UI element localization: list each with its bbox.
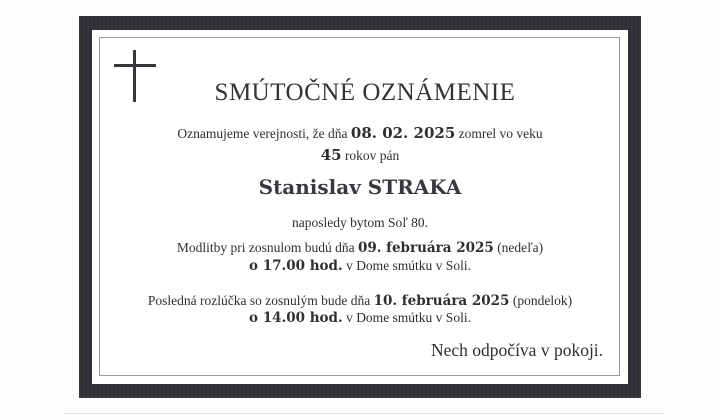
farewell-line xyxy=(0,293,720,309)
farewell-place: v Dome smútku v Soli. xyxy=(342,310,471,325)
farewell-day: (pondelok) xyxy=(509,293,573,308)
notice-title: SMÚTOČNÉ OZNÁMENIE xyxy=(214,79,516,106)
page-bottom-rule xyxy=(64,413,664,414)
age-suffix: rokov pán xyxy=(341,148,400,163)
deceased-name: Stanislav STRAKA xyxy=(258,175,462,199)
prayers-time-line xyxy=(0,258,720,274)
residence-line: naposledy bytom Soľ 80. xyxy=(292,215,428,230)
prayers-prefix: Modlitby pri zosnulom budú dňa xyxy=(176,240,358,255)
closing-phrase: Nech odpočíva v pokoji. xyxy=(431,340,604,360)
prayers-day: (nedeľa) xyxy=(493,240,544,255)
age-value: 45 xyxy=(320,146,342,164)
announcement-line xyxy=(0,124,720,142)
prayers-place: v Dome smútku v Soli. xyxy=(342,258,471,273)
prayers-line xyxy=(0,240,720,256)
farewell-time: o 14.00 hod. xyxy=(249,310,343,326)
announcement-prefix: Oznamujeme verejnosti, že dňa xyxy=(177,126,351,141)
cross-horizontal-bar xyxy=(114,64,156,67)
farewell-time-line xyxy=(0,310,720,326)
death-date: 08. 02. 2025 xyxy=(350,124,456,142)
age-line xyxy=(0,146,720,164)
farewell-date: 10. februára 2025 xyxy=(373,293,510,309)
prayers-date: 09. februára 2025 xyxy=(357,240,494,256)
prayers-time: o 17.00 hod. xyxy=(249,258,343,274)
farewell-prefix: Posledná rozlúčka so zosnulým bude dňa xyxy=(147,293,374,308)
announcement-suffix: zomrel vo veku xyxy=(455,126,543,141)
